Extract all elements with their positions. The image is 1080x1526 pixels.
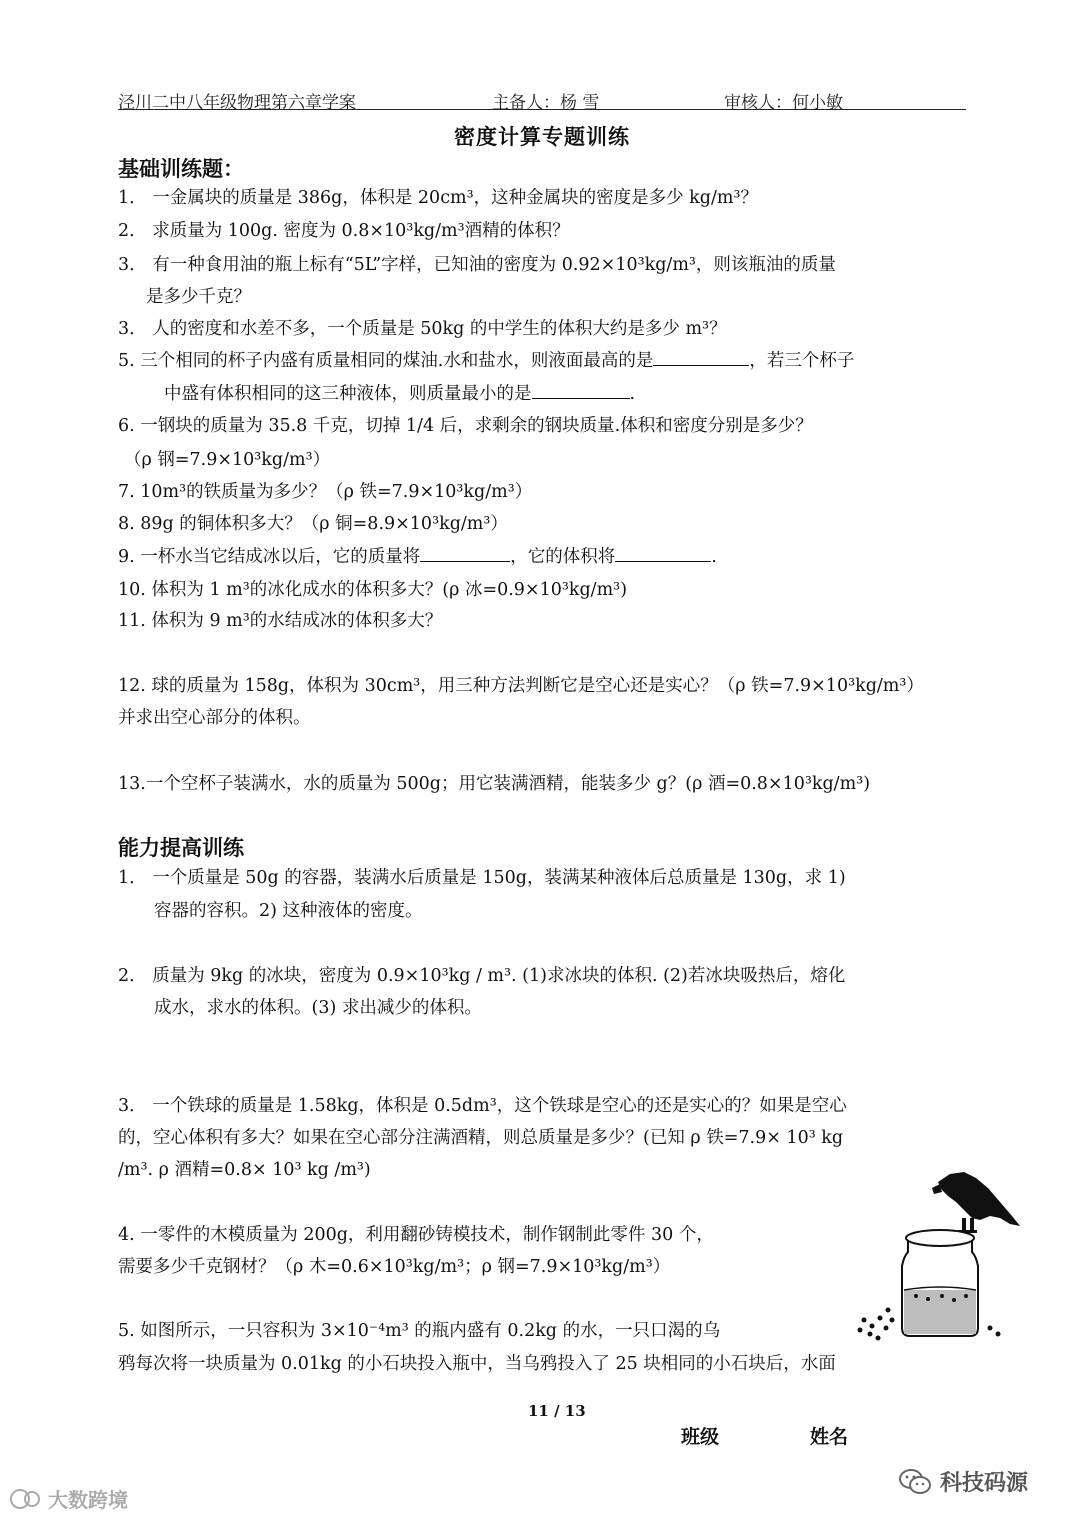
watermark-logo-icon — [8, 1487, 42, 1511]
question-line: 7. 10m³的铁质量为多少？（ρ 铁=7.9×10³kg/m³） — [118, 482, 533, 502]
header-course: 泾川二中八年级物理第六章学案 — [118, 93, 356, 113]
question-line: /m³. ρ 酒精=0.8× 10³ kg /m³) — [118, 1160, 371, 1180]
question-line: 5. 如图所示，一只容积为 3×10⁻⁴m³ 的瓶内盛有 0.2kg 的水，一只口渴的乌 — [118, 1321, 721, 1341]
question-line: 10. 体积为 1 m³的冰化成水的体积多大？(ρ 冰=0.9×10³kg/m³) — [118, 580, 628, 600]
watermark-right — [898, 1466, 1028, 1497]
section-heading-basic: 基础训练题： — [118, 157, 244, 181]
answer-blank[interactable] — [532, 380, 630, 399]
question-line: 11. 体积为 9 m³的水结成冰的体积多大？ — [118, 611, 443, 631]
watermark-left-text: 大数跨境 — [48, 1488, 128, 1512]
question-line: 12. 球的质量为 158g，体积为 30cm³，用三种方法判断它是空心还是实心？（ρ 铁=7.9×10³kg/m³） — [118, 676, 924, 696]
question-line: 8. 89g 的铜体积多大？（ρ 铜=8.9×10³kg/m³） — [118, 514, 508, 534]
watermark-left — [8, 1484, 128, 1513]
question-text: . — [711, 547, 717, 567]
question-line: 2． 质量为 9kg 的冰块，密度为 0.9×10³kg / m³. (1)求冰块的体积. (2)若冰块吸热后，熔化 — [118, 966, 846, 986]
answer-blank[interactable] — [420, 543, 510, 562]
question-line: 1． 一金属块的质量是 386g，体积是 20cm³，这种金属块的密度是多少 kg/m³？ — [118, 188, 758, 208]
question-line: 6. 一钢块的质量为 35.8 千克，切掉 1/4 后，求剩余的钢块质量.体积和密度分别是多少？ — [118, 416, 813, 436]
class-label: 班级 — [681, 1426, 720, 1448]
question-text: 中盛有体积相同的这三种液体，则质量最小的是 — [164, 384, 532, 404]
question-line: 4. 一零件的木模质量为 200g，利用翻砂铸模技术，制作钢制此零件 30 个， — [118, 1225, 714, 1245]
jar-icon — [902, 1230, 978, 1336]
question-text: . — [629, 384, 636, 404]
question-text: ，若三个杯子 — [749, 351, 855, 371]
question-line: 3． 有一种食用油的瓶上标有“5L”字样，已知油的密度为 0.92×10³kg/m³，则该瓶油的质量 — [118, 255, 836, 275]
question-line: 的，空心体积有多大？如果在空心部分注满酒精，则总质量是多少？(已知 ρ 铁=7.9× 10³ kg — [118, 1128, 844, 1148]
name-label: 姓名 — [810, 1426, 849, 1448]
question-line — [164, 380, 635, 408]
answer-blank[interactable] — [615, 543, 711, 562]
watermark-right-text: 科技码源 — [940, 1471, 1029, 1496]
question-line: 13.一个空杯子装满水，水的质量为 500g；用它装满酒精，能装多少 g？(ρ 酒=0.8×10³kg/m³) — [118, 774, 871, 794]
header-author: 主备人：杨 雪 — [492, 93, 600, 113]
crow-icon — [932, 1172, 1020, 1233]
question-line: 容器的容积。2) 这种液体的密度。 — [154, 901, 423, 921]
question-text: 5. 三个相同的杯子内盛有质量相同的煤油.水和盐水，则液面最高的是 — [118, 351, 654, 371]
question-line: 是多少千克？ — [146, 287, 251, 307]
header-rule — [118, 109, 966, 110]
crow-jar-illustration — [850, 1160, 1030, 1350]
wechat-icon — [898, 1467, 932, 1497]
answer-blank[interactable] — [653, 347, 749, 366]
question-line — [118, 347, 854, 375]
question-line: （ρ 钢=7.9×10³kg/m³） — [124, 450, 331, 470]
question-line: 需要多少千克钢材？（ρ 木=0.6×10³kg/m³；ρ 钢=7.9×10³kg/m³） — [118, 1257, 671, 1277]
question-text: 9. 一杯水当它结成冰以后，它的质量将 — [118, 547, 421, 567]
question-line: 鸦每次将一块质量为 0.01kg 的小石块投入瓶中，当乌鸦投入了 25 块相同的小石块后，水面 — [118, 1354, 836, 1374]
question-line: 2． 求质量为 100g. 密度为 0.8×10³kg/m³酒精的体积？ — [118, 221, 570, 241]
question-line: 3． 一个铁球的质量是 1.58kg，体积是 0.5dm³，这个铁球是空心的还是实心的？如果是空心 — [118, 1096, 847, 1116]
section-heading-advanced: 能力提高训练 — [118, 836, 244, 860]
question-line: 3． 人的密度和水差不多，一个质量是 50kg 的中学生的体积大约是多少 m³？ — [118, 319, 727, 339]
question-line — [118, 543, 717, 571]
header-reviewer: 审核人：何小敏 — [724, 93, 843, 113]
page-number: 11 / 13 — [528, 1402, 586, 1420]
question-text: ，它的体积将 — [510, 547, 616, 567]
page-title: 密度计算专题训练 — [454, 125, 630, 149]
question-line: 1． 一个质量是 50g 的容器，装满水后质量是 150g，装满某种液体后总质量是 130g，求 1) — [118, 868, 846, 888]
question-line: 成水，求水的体积。(3) 求出减少的体积。 — [154, 998, 482, 1018]
question-line: 并求出空心部分的体积。 — [118, 708, 311, 728]
